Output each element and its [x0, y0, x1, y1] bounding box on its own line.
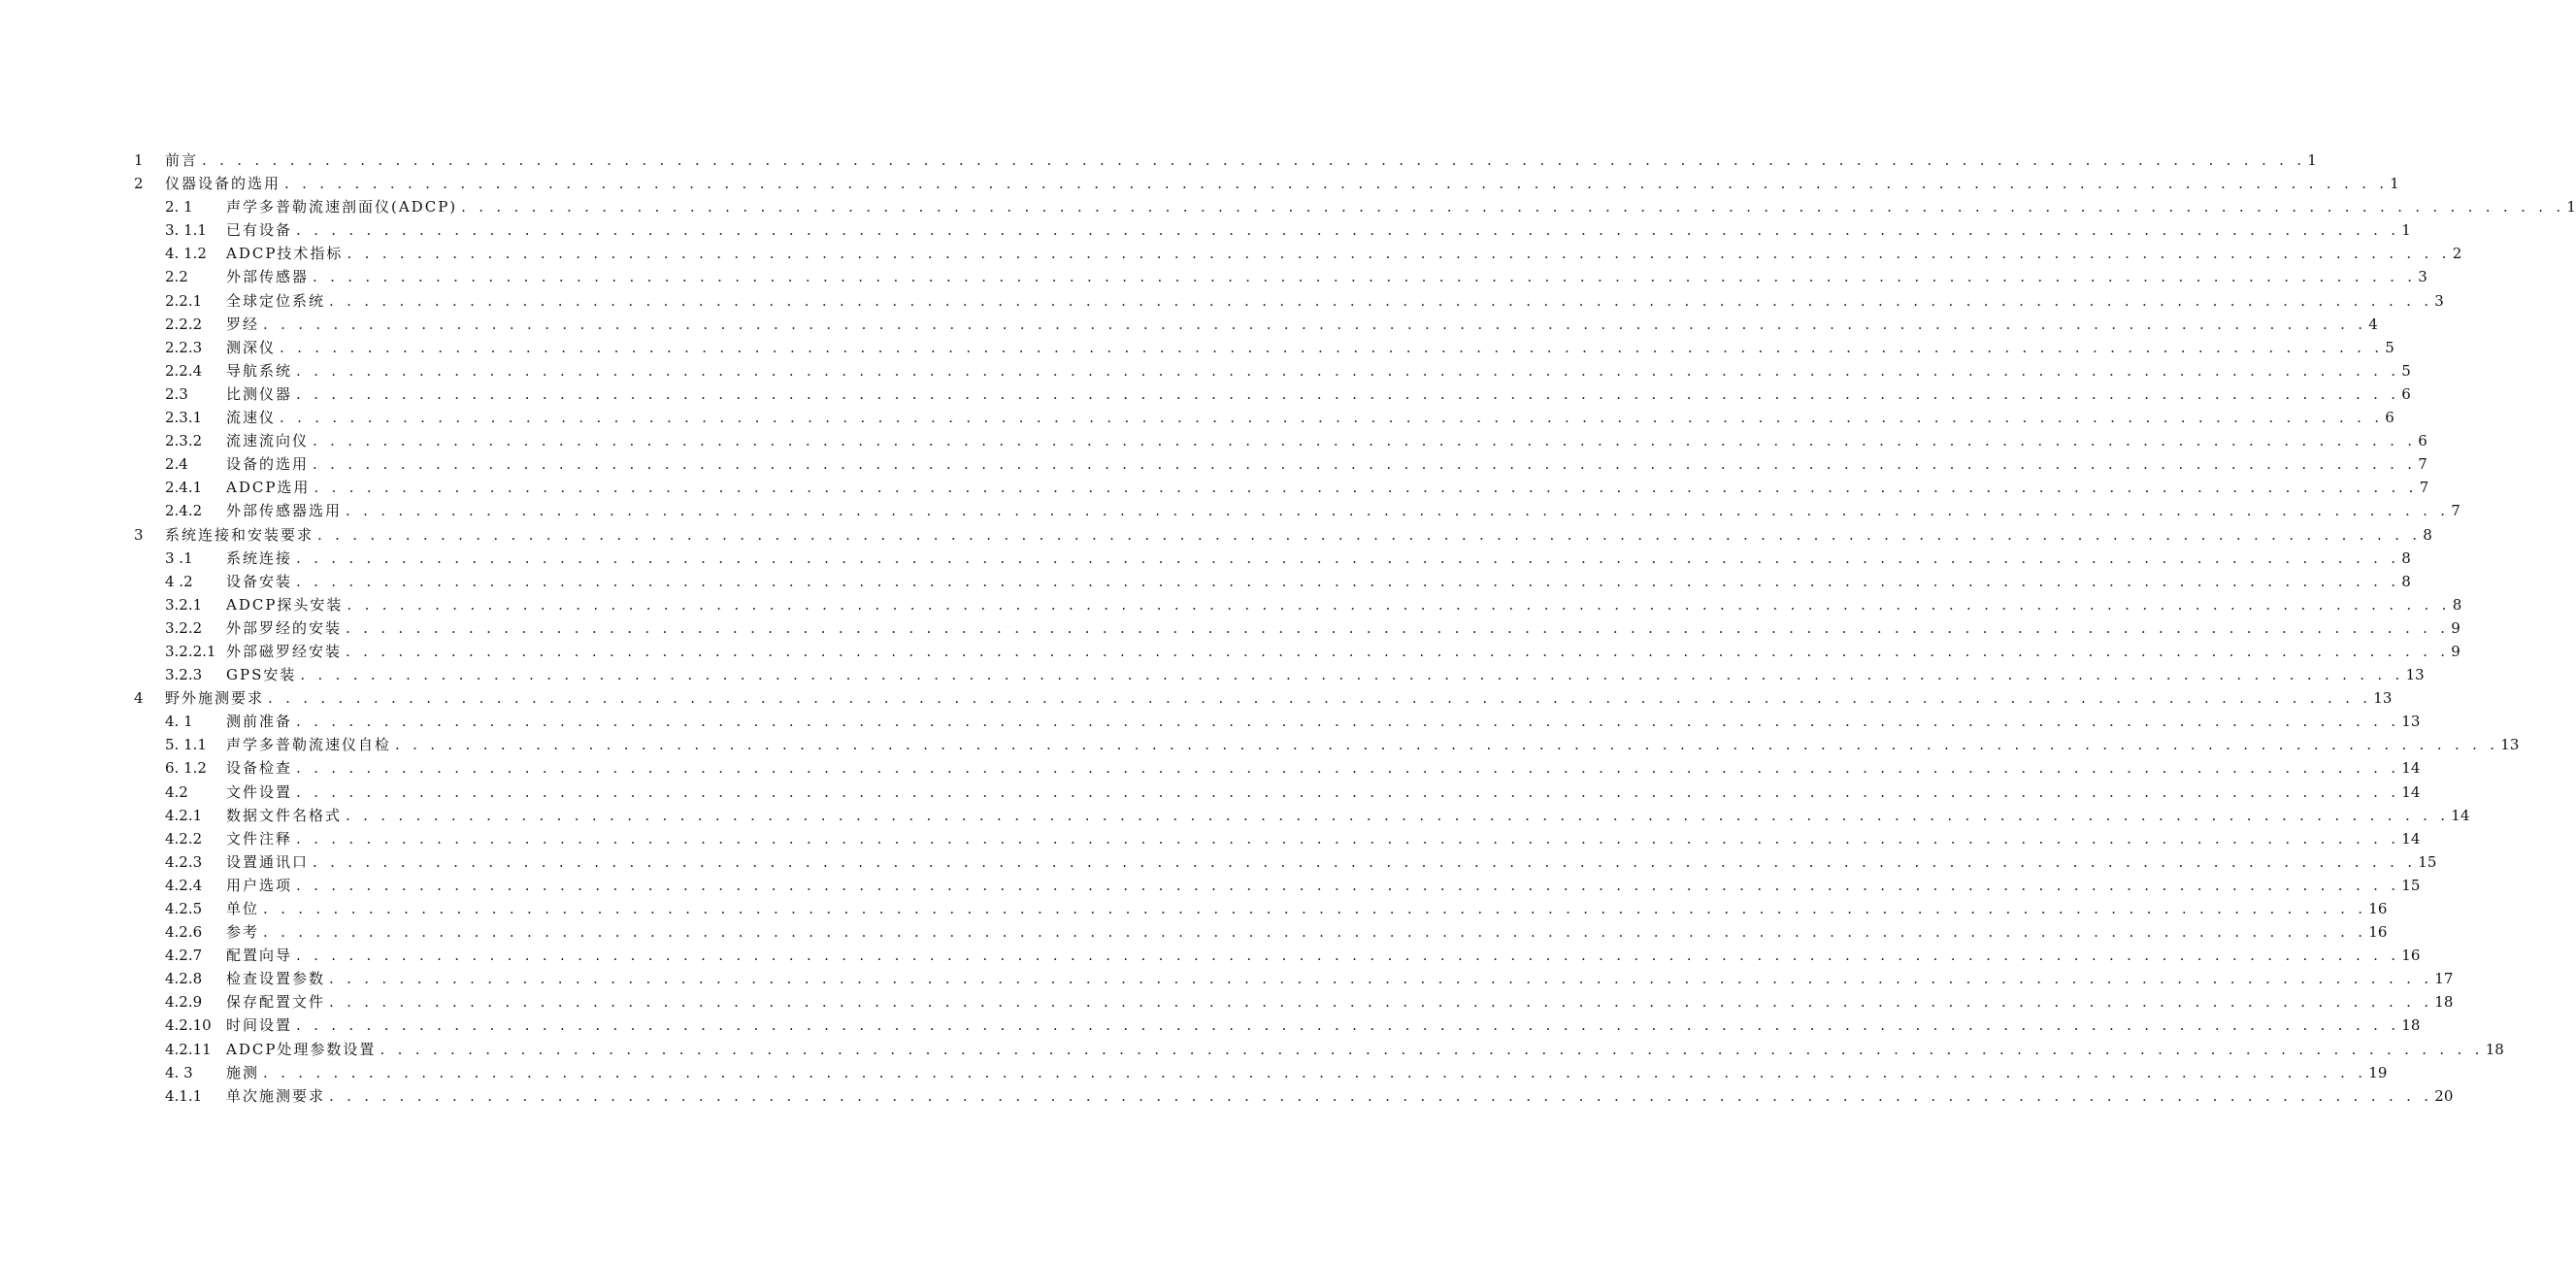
toc-entry[interactable] — [0, 710, 2421, 733]
toc-entry-line — [226, 944, 2421, 967]
toc-entry[interactable] — [0, 172, 2399, 195]
toc-entry[interactable] — [0, 406, 2394, 429]
dot-leader: . . . . . . . . . . . . . . . . . . . . . . . . . . . . . . . . . . . . . . . . . . . . . . . . . . . . . . . . . . . . . . . . . . . . . . . . . . . . . . . . . . . . . . . . . . . . . . . . . . . . . . . . . . . . . . . . . . . . . . . . — [296, 572, 2400, 590]
toc-entry-title: 用户选项 — [226, 876, 293, 894]
toc-entry-page-number: 9 — [2451, 642, 2460, 660]
toc-entry-page-number: 13 — [2500, 736, 2520, 754]
toc-entry-page-number: 14 — [2401, 759, 2421, 778]
dot-leader: . . . . . . . . . . . . . . . . . . . . . . . . . . . . . . . . . . . . . . . . . . . . . . . . . . . . . . . . . . . . . . . . . . . . . . . . . . . . . . . . . . . . . . . . . . . . . . . . . . . . . . . . . . . . . . . . . . . . . . . . — [296, 221, 2400, 240]
toc-entry-title: 声学多普勒流速剖面仪(ADCP) — [226, 198, 458, 216]
toc-entry-number: 1 — [134, 151, 144, 169]
toc-entry-line — [226, 452, 2427, 476]
toc-entry[interactable] — [0, 920, 2388, 944]
toc-entry-line — [226, 593, 2462, 616]
toc-entry-line — [226, 616, 2460, 640]
dot-leader: . . . . . . . . . . . . . . . . . . . . . . . . . . . . . . . . . . . . . . . . . . . . . . . . . . . . . . . . . . . . . . . . . . . . . . . . . . . . . . . . . . . . . . . . . . . . . . . . . . . . . . . . . . . . . . . . . . . . . . . . — [296, 361, 2400, 380]
toc-entry[interactable] — [0, 523, 2432, 547]
toc-entry[interactable] — [0, 1084, 2454, 1108]
dot-leader: . . . . . . . . . . . . . . . . . . . . . . . . . . . . . . . . . . . . . . . . . . . . . . . . . . . . . . . . . . . . . . . . . . . . . . . . . . . . . . . . . . . . . . . . . . . . . . . . . . . . . . . . . . . . . . . . . . . . . . . . — [300, 666, 2404, 684]
toc-entry[interactable] — [0, 313, 2378, 336]
toc-entry-line — [226, 547, 2411, 570]
toc-entry-page-number: 1 — [2307, 151, 2317, 169]
toc-entry-line — [226, 874, 2421, 897]
dot-leader: . . . . . . . . . . . . . . . . . . . . . . . . . . . . . . . . . . . . . . . . . . . . . . . . . . . . . . . . . . . . . . . . . . . . . . . . . . . . . . . . . . . . . . . . . . . . . . . . . . . . . . . . . . . . . . . . . . . . . . . . — [395, 736, 2499, 754]
toc-entry-page-number: 8 — [2401, 572, 2411, 590]
toc-entry[interactable] — [0, 756, 2421, 780]
toc-entry-page-number: 8 — [2401, 548, 2411, 567]
dot-leader: . . . . . . . . . . . . . . . . . . . . . . . . . . . . . . . . . . . . . . . . . . . . . . . . . . . . . . . . . . . . . . . . . . . . . . . . . . . . . . . . . . . . . . . . . . . . . . . . . . . . . . . . . . . . . . . . . . . . . . . . — [268, 689, 2372, 708]
dot-leader: . . . . . . . . . . . . . . . . . . . . . . . . . . . . . . . . . . . . . . . . . . . . . . . . . . . . . . . . . . . . . . . . . . . . . . . . . . . . . . . . . . . . . . . . . . . . . . . . . . . . . . . . . . . . . . . . . . . . . . . . — [313, 432, 2417, 450]
toc-entry-title: 数据文件名格式 — [226, 806, 343, 824]
toc-entry-title: 参考 — [226, 923, 260, 942]
toc-entry-page-number: 7 — [2451, 502, 2460, 520]
toc-entry-title: 导航系统 — [226, 361, 293, 380]
toc-entry-line — [226, 359, 2411, 382]
toc-entry-title: 外部传感器选用 — [226, 502, 343, 520]
toc-entry-number: 4.2.4 — [165, 876, 203, 894]
toc-entry[interactable] — [0, 218, 2411, 242]
toc-entry-line — [226, 1084, 2454, 1108]
toc-entry-page-number: 17 — [2434, 970, 2454, 988]
toc-entry[interactable] — [0, 944, 2421, 967]
toc-entry-title: 设备的选用 — [226, 455, 310, 474]
toc-entry-number: 4.2.7 — [165, 947, 203, 965]
dot-leader: . . . . . . . . . . . . . . . . . . . . . . . . . . . . . . . . . . . . . . . . . . . . . . . . . . . . . . . . . . . . . . . . . . . . . . . . . . . . . . . . . . . . . . . . . . . . . . . . . . . . . . . . . . . . . . . . . . . . . . . . — [329, 291, 2433, 310]
toc-entry-line — [226, 967, 2454, 990]
dot-leader: . . . . . . . . . . . . . . . . . . . . . . . . . . . . . . . . . . . . . . . . . . . . . . . . . . . . . . . . . . . . . . . . . . . . . . . . . . . . . . . . . . . . . . . . . . . . . . . . . . . . . . . . . . . . . . . . . . . . . . . . — [380, 1040, 2484, 1058]
dot-leader: . . . . . . . . . . . . . . . . . . . . . . . . . . . . . . . . . . . . . . . . . . . . . . . . . . . . . . . . . . . . . . . . . . . . . . . . . . . . . . . . . . . . . . . . . . . . . . . . . . . . . . . . . . . . . . . . . . . . . . . . — [296, 1016, 2400, 1035]
toc-entry[interactable] — [0, 827, 2421, 850]
toc-entry-page-number: 3 — [2418, 268, 2427, 286]
toc-entry[interactable] — [0, 547, 2411, 570]
toc-entry-number: 3 .1 — [165, 548, 193, 567]
toc-entry-line — [226, 289, 2444, 313]
toc-entry-title: 系统连接和安装要求 — [165, 525, 314, 544]
toc-entry-number: 3 — [134, 525, 144, 544]
toc-entry-title: ADCP选用 — [226, 479, 311, 497]
toc-entry-title: 设备安装 — [226, 572, 293, 590]
toc-entry-title: 外部罗经的安装 — [226, 618, 343, 637]
toc-entry-line — [226, 336, 2394, 359]
toc-entry-page-number: 13 — [2373, 689, 2393, 708]
toc-entry-number: 2.2 — [165, 268, 188, 286]
toc-entry[interactable] — [0, 967, 2454, 990]
toc-entry-line — [226, 429, 2427, 452]
dot-leader: . . . . . . . . . . . . . . . . . . . . . . . . . . . . . . . . . . . . . . . . . . . . . . . . . . . . . . . . . . . . . . . . . . . . . . . . . . . . . . . . . . . . . . . . . . . . . . . . . . . . . . . . . . . . . . . . . . . . . . . . — [296, 713, 2400, 731]
toc-entry[interactable] — [0, 990, 2454, 1014]
dot-leader: . . . . . . . . . . . . . . . . . . . . . . . . . . . . . . . . . . . . . . . . . . . . . . . . . . . . . . . . . . . . . . . . . . . . . . . . . . . . . . . . . . . . . . . . . . . . . . . . . . . . . . . . . . . . . . . . . . . . . . . . — [296, 829, 2400, 848]
toc-entry-page-number: 6 — [2385, 409, 2394, 427]
toc-entry-line — [226, 850, 2437, 874]
toc-entry-title: 测前准备 — [226, 713, 293, 731]
toc-entry[interactable] — [0, 686, 2393, 710]
dot-leader: . . . . . . . . . . . . . . . . . . . . . . . . . . . . . . . . . . . . . . . . . . . . . . . . . . . . . . . . . . . . . . . . . . . . . . . . . . . . . . . . . . . . . . . . . . . . . . . . . . . . . . . . . . . . . . . . . . . . . . . . — [313, 455, 2417, 474]
toc-entry-line — [226, 195, 2576, 218]
toc-entry[interactable] — [0, 149, 2317, 172]
toc-entry[interactable] — [0, 195, 2576, 218]
dot-leader: . . . . . . . . . . . . . . . . . . . . . . . . . . . . . . . . . . . . . . . . . . . . . . . . . . . . . . . . . . . . . . . . . . . . . . . . . . . . . . . . . . . . . . . . . . . . . . . . . . . . . . . . . . . . . . . . . . . . . . . . — [263, 923, 2367, 942]
dot-leader: . . . . . . . . . . . . . . . . . . . . . . . . . . . . . . . . . . . . . . . . . . . . . . . . . . . . . . . . . . . . . . . . . . . . . . . . . . . . . . . . . . . . . . . . . . . . . . . . . . . . . . . . . . . . . . . . . . . . . . . . — [346, 806, 2450, 824]
toc-entry-number: 4.2.8 — [165, 970, 203, 988]
toc-entry-page-number: 15 — [2418, 852, 2437, 871]
toc-entry[interactable] — [0, 1014, 2421, 1037]
dot-leader: . . . . . . . . . . . . . . . . . . . . . . . . . . . . . . . . . . . . . . . . . . . . . . . . . . . . . . . . . . . . . . . . . . . . . . . . . . . . . . . . . . . . . . . . . . . . . . . . . . . . . . . . . . . . . . . . . . . . . . . . — [346, 502, 2450, 520]
toc-entry-title: 全球定位系统 — [226, 291, 326, 310]
toc-entry-title: ADCP探头安装 — [226, 595, 344, 614]
dot-leader: . . . . . . . . . . . . . . . . . . . . . . . . . . . . . . . . . . . . . . . . . . . . . . . . . . . . . . . . . . . . . . . . . . . . . . . . . . . . . . . . . . . . . . . . . . . . . . . . . . . . . . . . . . . . . . . . . . . . . . . . — [329, 970, 2433, 988]
toc-entry[interactable] — [0, 452, 2427, 476]
toc-entry-line — [165, 172, 2399, 195]
toc-entry-number: 2. 1 — [165, 198, 193, 216]
toc-entry-line — [226, 710, 2421, 733]
toc-entry-number: 4.2.9 — [165, 993, 203, 1012]
toc-entry-page-number: 4 — [2368, 315, 2378, 333]
dot-leader: . . . . . . . . . . . . . . . . . . . . . . . . . . . . . . . . . . . . . . . . . . . . . . . . . . . . . . . . . . . . . . . . . . . . . . . . . . . . . . . . . . . . . . . . . . . . . . . . . . . . . . . . . . . . . . . . . . . . . . . . — [347, 595, 2451, 614]
toc-entry-page-number: 18 — [2434, 993, 2454, 1012]
dot-leader: . . . . . . . . . . . . . . . . . . . . . . . . . . . . . . . . . . . . . . . . . . . . . . . . . . . . . . . . . . . . . . . . . . . . . . . . . . . . . . . . . . . . . . . . . . . . . . . . . . . . . . . . . . . . . . . . . . . . . . . . — [263, 315, 2367, 333]
toc-entry-page-number: 14 — [2451, 806, 2470, 824]
toc-entry-title: 声学多普勒流速仪自检 — [226, 736, 392, 754]
dot-leader: . . . . . . . . . . . . . . . . . . . . . . . . . . . . . . . . . . . . . . . . . . . . . . . . . . . . . . . . . . . . . . . . . . . . . . . . . . . . . . . . . . . . . . . . . . . . . . . . . . . . . . . . . . . . . . . . . . . . . . . . — [329, 993, 2433, 1012]
toc-entry-line — [226, 1038, 2504, 1061]
toc-entry-number: 4.2.1 — [165, 806, 203, 824]
toc-entry[interactable] — [0, 850, 2437, 874]
toc-entry-line — [226, 756, 2421, 780]
toc-entry-line — [226, 990, 2454, 1014]
toc-entry[interactable] — [0, 242, 2462, 265]
toc-entry-number: 2.2.1 — [165, 291, 203, 310]
toc-entry-line — [226, 640, 2460, 663]
toc-entry-page-number: 15 — [2401, 876, 2421, 894]
toc-entry-line — [165, 149, 2317, 172]
toc-entry-page-number: 13 — [2401, 713, 2421, 731]
toc-entry[interactable] — [0, 1038, 2504, 1061]
dot-leader: . . . . . . . . . . . . . . . . . . . . . . . . . . . . . . . . . . . . . . . . . . . . . . . . . . . . . . . . . . . . . . . . . . . . . . . . . . . . . . . . . . . . . . . . . . . . . . . . . . . . . . . . . . . . . . . . . . . . . . . . — [317, 525, 2422, 544]
toc-entry-number: 3. 1.1 — [165, 221, 207, 240]
toc-entry-page-number: 3 — [2434, 291, 2444, 310]
toc-entry[interactable] — [0, 499, 2460, 522]
dot-leader: . . . . . . . . . . . . . . . . . . . . . . . . . . . . . . . . . . . . . . . . . . . . . . . . . . . . . . . . . . . . . . . . . . . . . . . . . . . . . . . . . . . . . . . . . . . . . . . . . . . . . . . . . . . . . . . . . . . . . . . . — [280, 338, 2384, 356]
dot-leader: . . . . . . . . . . . . . . . . . . . . . . . . . . . . . . . . . . . . . . . . . . . . . . . . . . . . . . . . . . . . . . . . . . . . . . . . . . . . . . . . . . . . . . . . . . . . . . . . . . . . . . . . . . . . . . . . . . . . . . . . — [313, 852, 2417, 871]
dot-leader: . . . . . . . . . . . . . . . . . . . . . . . . . . . . . . . . . . . . . . . . . . . . . . . . . . . . . . . . . . . . . . . . . . . . . . . . . . . . . . . . . . . . . . . . . . . . . . . . . . . . . . . . . . . . . . . . . . . . . . . . — [263, 900, 2367, 917]
toc-entry-page-number: 2 — [2452, 245, 2462, 263]
toc-entry-line — [226, 827, 2421, 850]
toc-entry-number: 4.1.1 — [165, 1086, 203, 1105]
toc-entry-number: 4.2.10 — [165, 1016, 212, 1035]
toc-entry[interactable] — [0, 733, 2520, 756]
toc-entry-number: 2.3.2 — [165, 432, 203, 450]
dot-leader: . . . . . . . . . . . . . . . . . . . . . . . . . . . . . . . . . . . . . . . . . . . . . . . . . . . . . . . . . . . . . . . . . . . . . . . . . . . . . . . . . . . . . . . . . . . . . . . . . . . . . . . . . . . . . . . . . . . . . . . . — [263, 1063, 2367, 1081]
toc-entry-number: 3.2.2.1 — [165, 642, 216, 660]
table-of-contents — [0, 149, 2576, 1108]
toc-entry[interactable] — [0, 570, 2411, 593]
toc-entry[interactable] — [0, 476, 2429, 499]
toc-entry-page-number: 13 — [2405, 666, 2425, 684]
toc-entry-number: 4. 1 — [165, 713, 193, 731]
toc-entry-title: 测深仪 — [226, 338, 277, 356]
toc-entry-page-number: 1 — [2566, 198, 2576, 216]
toc-entry-number: 2.4.2 — [165, 502, 203, 520]
toc-entry-number: 2.2.4 — [165, 361, 203, 380]
toc-entry-title: 外部磁罗经安装 — [226, 642, 343, 660]
toc-entry[interactable] — [0, 382, 2411, 406]
toc-entry[interactable] — [0, 1061, 2388, 1084]
toc-entry[interactable] — [0, 640, 2460, 663]
toc-entry[interactable] — [0, 616, 2460, 640]
toc-entry-number: 2.2.2 — [165, 315, 203, 333]
toc-entry-title: 已有设备 — [226, 221, 293, 240]
dot-leader: . . . . . . . . . . . . . . . . . . . . . . . . . . . . . . . . . . . . . . . . . . . . . . . . . . . . . . . . . . . . . . . . . . . . . . . . . . . . . . . . . . . . . . . . . . . . . . . . . . . . . . . . . . . . . . . . . . . . . . . . — [296, 876, 2400, 894]
toc-entry-line — [226, 733, 2520, 756]
toc-entry-number: 4.2.3 — [165, 852, 203, 871]
toc-entry-title: 前言 — [165, 151, 199, 169]
toc-entry[interactable] — [0, 289, 2444, 313]
toc-entry-line — [165, 523, 2432, 547]
toc-entry-number: 4.2.6 — [165, 923, 203, 942]
toc-entry-title: 流速流向仪 — [226, 432, 310, 450]
toc-entry-page-number: 7 — [2418, 455, 2427, 474]
toc-entry-line — [226, 1014, 2421, 1037]
toc-entry-title: 时间设置 — [226, 1016, 293, 1035]
toc-entry-title: 文件设置 — [226, 782, 293, 801]
toc-entry-line — [226, 382, 2411, 406]
toc-entry-title: ADCP技术指标 — [226, 245, 344, 263]
toc-entry-page-number: 6 — [2418, 432, 2427, 450]
toc-entry[interactable] — [0, 359, 2411, 382]
toc-entry-number: 4.2.11 — [165, 1040, 212, 1058]
toc-entry-line — [226, 663, 2425, 686]
toc-entry-title: 比测仪器 — [226, 384, 293, 403]
toc-entry-line — [226, 1061, 2388, 1084]
toc-entry-number: 4 — [134, 689, 144, 708]
toc-entry-number: 2 — [134, 175, 144, 193]
toc-entry-number: 2.4 — [165, 455, 188, 474]
dot-leader: . . . . . . . . . . . . . . . . . . . . . . . . . . . . . . . . . . . . . . . . . . . . . . . . . . . . . . . . . . . . . . . . . . . . . . . . . . . . . . . . . . . . . . . . . . . . . . . . . . . . . . . . . . . . . . . . . . . . . . . . — [313, 268, 2417, 286]
toc-entry-line — [226, 313, 2378, 336]
toc-entry-page-number: 18 — [2401, 1016, 2421, 1035]
dot-leader: . . . . . . . . . . . . . . . . . . . . . . . . . . . . . . . . . . . . . . . . . . . . . . . . . . . . . . . . . . . . . . . . . . . . . . . . . . . . . . . . . . . . . . . . . . . . . . . . . . . . . . . . . . . . . . . . . . . . . . . . — [296, 759, 2400, 778]
dot-leader: . . . . . . . . . . . . . . . . . . . . . . . . . . . . . . . . . . . . . . . . . . . . . . . . . . . . . . . . . . . . . . . . . . . . . . . . . . . . . . . . . . . . . . . . . . . . . . . . . . . . . . . . . . . . . . . . . . . . . . . . — [296, 947, 2400, 965]
toc-entry-title: 单次施测要求 — [226, 1086, 326, 1105]
toc-entry-number: 2.4.1 — [165, 479, 203, 497]
toc-entry-line — [165, 686, 2393, 710]
toc-entry-title: 保存配置文件 — [226, 993, 326, 1012]
toc-entry-page-number: 7 — [2419, 479, 2429, 497]
dot-leader: . . . . . . . . . . . . . . . . . . . . . . . . . . . . . . . . . . . . . . . . . . . . . . . . . . . . . . . . . . . . . . . . . . . . . . . . . . . . . . . . . . . . . . . . . . . . . . . . . . . . . . . . . . . . . . . . . . . . . . . . — [202, 151, 2306, 169]
toc-entry-page-number: 8 — [2423, 525, 2432, 544]
toc-entry-page-number: 9 — [2451, 618, 2460, 637]
toc-entry-line — [226, 897, 2388, 920]
toc-entry-number: 3.2.2 — [165, 618, 203, 637]
toc-entry-title: ADCP处理参数设置 — [226, 1040, 377, 1058]
toc-entry-title: 罗经 — [226, 315, 260, 333]
toc-entry-page-number: 5 — [2385, 338, 2394, 356]
toc-entry-title: 流速仪 — [226, 409, 277, 427]
toc-entry-page-number: 18 — [2485, 1040, 2504, 1058]
toc-entry-number: 2.2.3 — [165, 338, 203, 356]
toc-entry-title: 检查设置参数 — [226, 970, 326, 988]
toc-entry-page-number: 1 — [2390, 175, 2399, 193]
toc-entry[interactable] — [0, 593, 2462, 616]
toc-entry-line — [226, 804, 2470, 827]
toc-entry-title: 设置通讯口 — [226, 852, 310, 871]
toc-entry-line — [226, 476, 2429, 499]
dot-leader: . . . . . . . . . . . . . . . . . . . . . . . . . . . . . . . . . . . . . . . . . . . . . . . . . . . . . . . . . . . . . . . . . . . . . . . . . . . . . . . . . . . . . . . . . . . . . . . . . . . . . . . . . . . . . . . . . . . . . . . . — [346, 642, 2450, 660]
toc-entry[interactable] — [0, 781, 2421, 804]
toc-entry-page-number: 1 — [2401, 221, 2411, 240]
toc-entry-title: 文件注释 — [226, 829, 293, 848]
toc-entry-number: 4.2.5 — [165, 900, 203, 917]
toc-entry-line — [226, 499, 2460, 522]
toc-entry-number: 4. 3 — [165, 1063, 193, 1081]
dot-leader: . . . . . . . . . . . . . . . . . . . . . . . . . . . . . . . . . . . . . . . . . . . . . . . . . . . . . . . . . . . . . . . . . . . . . . . . . . . . . . . . . . . . . . . . . . . . . . . . . . . . . . . . . . . . . . . . . . . . . . . . — [280, 409, 2384, 427]
toc-entry-title: 配置向导 — [226, 947, 293, 965]
toc-entry-number: 2.3.1 — [165, 409, 203, 427]
dot-leader: . . . . . . . . . . . . . . . . . . . . . . . . . . . . . . . . . . . . . . . . . . . . . . . . . . . . . . . . . . . . . . . . . . . . . . . . . . . . . . . . . . . . . . . . . . . . . . . . . . . . . . . . . . . . . . . . . . . . . . . . — [347, 245, 2451, 263]
toc-entry-line — [226, 242, 2462, 265]
dot-leader: . . . . . . . . . . . . . . . . . . . . . . . . . . . . . . . . . . . . . . . . . . . . . . . . . . . . . . . . . . . . . . . . . . . . . . . . . . . . . . . . . . . . . . . . . . . . . . . . . . . . . . . . . . . . . . . . . . . . . . . . — [284, 175, 2389, 193]
toc-entry-title: 仪器设备的选用 — [165, 175, 281, 193]
toc-entry-number: 4. 1.2 — [165, 245, 207, 263]
toc-entry[interactable] — [0, 874, 2421, 897]
toc-entry-number: 5. 1.1 — [165, 736, 207, 754]
toc-entry-line — [226, 920, 2388, 944]
toc-entry-page-number: 14 — [2401, 782, 2421, 801]
toc-entry-line — [226, 265, 2427, 288]
dot-leader: . . . . . . . . . . . . . . . . . . . . . . . . . . . . . . . . . . . . . . . . . . . . . . . . . . . . . . . . . . . . . . . . . . . . . . . . . . . . . . . . . . . . . . . . . . . . . . . . . . . . . . . . . . . . . . . . . . . . . . . . — [346, 618, 2450, 637]
toc-entry-page-number: 20 — [2434, 1086, 2454, 1105]
toc-entry-title: 设备检查 — [226, 759, 293, 778]
toc-entry-page-number: 8 — [2452, 595, 2462, 614]
toc-entry-page-number: 14 — [2401, 829, 2421, 848]
toc-entry-page-number: 16 — [2368, 900, 2388, 917]
toc-entry[interactable] — [0, 265, 2427, 288]
toc-entry-number: 4 .2 — [165, 572, 193, 590]
toc-entry-title: 外部传感器 — [226, 268, 310, 286]
toc-entry[interactable] — [0, 429, 2427, 452]
toc-entry-title: 单位 — [226, 900, 260, 917]
toc-entry-title: 野外施测要求 — [165, 689, 265, 708]
toc-entry-page-number: 19 — [2368, 1063, 2388, 1081]
toc-entry-number: 6. 1.2 — [165, 759, 207, 778]
toc-entry-line — [226, 570, 2411, 593]
dot-leader: . . . . . . . . . . . . . . . . . . . . . . . . . . . . . . . . . . . . . . . . . . . . . . . . . . . . . . . . . . . . . . . . . . . . . . . . . . . . . . . . . . . . . . . . . . . . . . . . . . . . . . . . . . . . . . . . . . . . . . . . — [296, 548, 2400, 567]
dot-leader: . . . . . . . . . . . . . . . . . . . . . . . . . . . . . . . . . . . . . . . . . . . . . . . . . . . . . . . . . . . . . . . . . . . . . . . . . . . . . . . . . . . . . . . . . . . . . . . . . . . . . . . . . . . . . . . . . . . . . . . . — [296, 384, 2400, 403]
toc-entry-line — [226, 781, 2421, 804]
toc-entry[interactable] — [0, 336, 2394, 359]
toc-entry-page-number: 16 — [2368, 923, 2388, 942]
toc-entry-title: GPS安装 — [226, 666, 297, 684]
toc-entry-number: 2.3 — [165, 384, 188, 403]
toc-entry-number: 3.2.1 — [165, 595, 203, 614]
toc-entry-number: 4.2 — [165, 782, 188, 801]
toc-entry-number: 3.2.3 — [165, 666, 203, 684]
dot-leader: . . . . . . . . . . . . . . . . . . . . . . . . . . . . . . . . . . . . . . . . . . . . . . . . . . . . . . . . . . . . . . . . . . . . . . . . . . . . . . . . . . . . . . . . . . . . . . . . . . . . . . . . . . . . . . . . . . . . . . . . — [314, 479, 2418, 497]
toc-entry-line — [226, 406, 2394, 429]
dot-leader: . . . . . . . . . . . . . . . . . . . . . . . . . . . . . . . . . . . . . . . . . . . . . . . . . . . . . . . . . . . . . . . . . . . . . . . . . . . . . . . . . . . . . . . . . . . . . . . . . . . . . . . . . . . . . . . . . . . . . . . . — [461, 198, 2565, 216]
toc-entry-line — [226, 218, 2411, 242]
toc-entry-title: 系统连接 — [226, 548, 293, 567]
toc-entry[interactable] — [0, 663, 2425, 686]
toc-entry[interactable] — [0, 804, 2470, 827]
toc-entry-page-number: 6 — [2401, 384, 2411, 403]
dot-leader: . . . . . . . . . . . . . . . . . . . . . . . . . . . . . . . . . . . . . . . . . . . . . . . . . . . . . . . . . . . . . . . . . . . . . . . . . . . . . . . . . . . . . . . . . . . . . . . . . . . . . . . . . . . . . . . . . . . . . . . . — [296, 782, 2400, 801]
toc-entry-page-number: 5 — [2401, 361, 2411, 380]
toc-entry[interactable] — [0, 897, 2388, 920]
toc-entry-page-number: 16 — [2401, 947, 2421, 965]
dot-leader: . . . . . . . . . . . . . . . . . . . . . . . . . . . . . . . . . . . . . . . . . . . . . . . . . . . . . . . . . . . . . . . . . . . . . . . . . . . . . . . . . . . . . . . . . . . . . . . . . . . . . . . . . . . . . . . . . . . . . . . . — [329, 1086, 2433, 1105]
toc-entry-number: 4.2.2 — [165, 829, 203, 848]
toc-entry-title: 施测 — [226, 1063, 260, 1081]
